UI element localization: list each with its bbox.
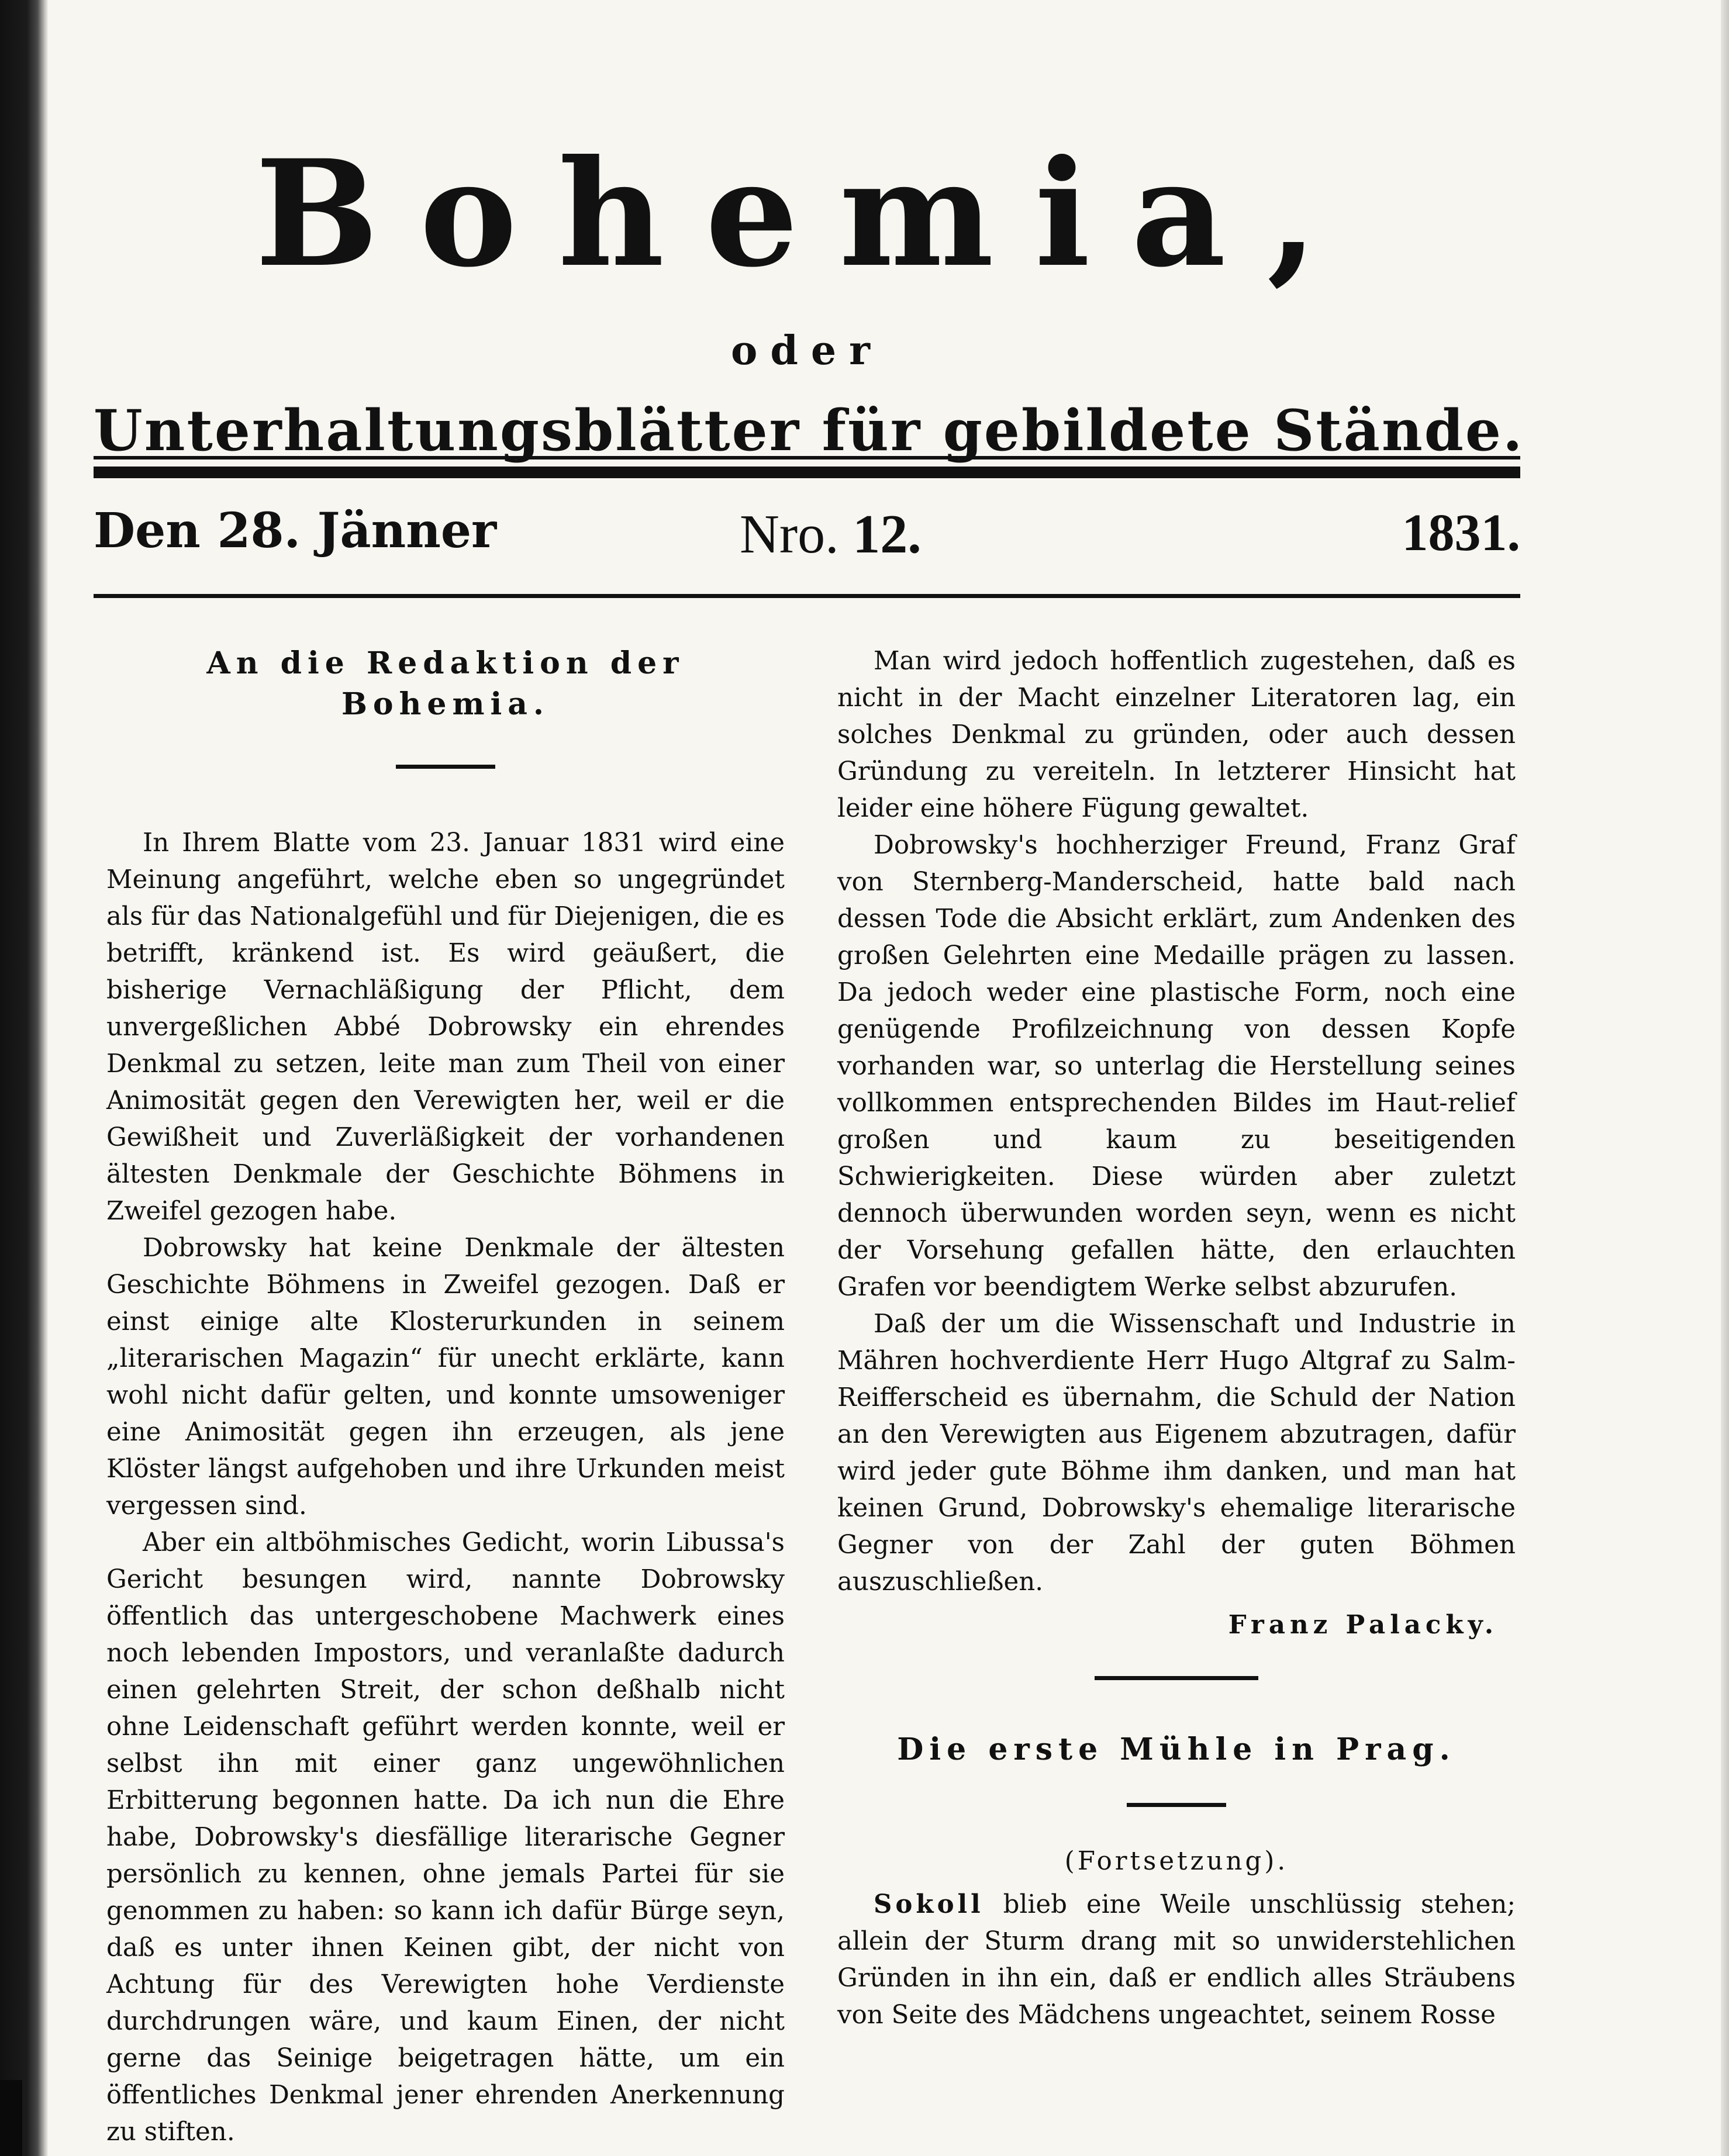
article-paragraph: Dobrowsky's hochherziger Freund, Franz Graf von Sternberg-Manderscheid, hatte bald nach dessen Tode die Absicht erklärt, zum Andenken des großen Gelehrten eine Medaille prägen zu lassen. Da jedoch weder eine plastische Form, noch eine genügende Profilzeichnung von dessen Kopfe vorhanden war, so unterlag die Herstellung seines vollkommen entsprechenden Bildes im Haut-relief großen und kaum zu beseitigenden Schwierigkeiten. Diese würden aber zuletzt dennoch überwunden worden seyn, wenn es nicht der Vorsehung gefallen hätte, den erlauchten Grafen vor beendigtem Werke selbst abzurufen. [837,831,1516,1302]
issue-date: Den 28. Jänner [94,503,497,559]
masthead-rule-top [94,456,1520,459]
issue-number-prefix: Nro. [740,504,839,565]
column-right [837,643,1516,2034]
article-paragraph [837,1886,1516,2034]
page-edge [1721,0,1729,2156]
article-paragraph: In Ihrem Blatte vom 23. Januar 1831 wird eine Meinung angeführt, welche eben so ungegründet als für das Nationalgefühl und für Diejenigen, die es betrifft, kränkend ist. Es wird geäußert, die bisherige Vernachläßigung der Pflicht, dem unvergeßlichen Abbé Dobrowsky ein ehrendes Denkmal zu setzen, leite man zum Theil von einer Animosität gegen den Verewigten her, weil er die Gewißheit und Zuverläßigkeit der vorhandenen ältesten Denkmale der Geschichte Böhmens in Zweifel gezogen habe. [106,828,785,1226]
page-content [94,105,1524,2147]
masthead-rule-bottom [94,467,1520,478]
issue-number [740,503,922,566]
author-signature: Franz Palacky. [1228,1610,1498,1640]
binding-corner [0,2080,22,2156]
dateline [94,503,1520,573]
section-divider [1095,1676,1258,1680]
masthead-title: Bohemia, [255,127,1359,299]
issue-number-value: 12. [853,504,922,565]
paragraph-text: blieb eine Weile unschlüssig stehen; allein der Sturm drang mit so unwiderstehlichen Gründen in ihn ein, daß er endlich alles Sträubens von Seite des Mädchens ungeachtet, seinem Rosse [837,1890,1516,2030]
masthead-subtitle: Unterhaltungsblätter für gebildete Stände. [94,398,1524,464]
headline-divider [396,765,495,769]
headline-divider [1127,1803,1226,1807]
lead-word: Sokoll [874,1889,984,1919]
issue-year: 1831. [1402,504,1520,562]
article-paragraph: Dobrowsky hat keine Denkmale der ältesten Geschichte Böhmens in Zweifel gezogen. Daß er einst einige alte Klosterurkunden in seinem „literarischen Magazin“ für unecht erklärte, kann wohl nicht dafür gelten, und konnte umsoweniger eine Animosität gegen ihn erzeugen, als jene Klöster längst aufgehoben und ihre Urkunden meist vergessen sind. [106,1234,785,1521]
article-paragraph: Man wird jedoch hoffentlich zugestehen, daß es nicht in der Macht einzelner Literatoren lag, ein solches Denkmal zu gründen, oder auch dessen Gründung zu vereiteln. In letzterer Hinsicht hat leider eine höhere Fügung gewaltet. [837,647,1516,823]
column-left [106,643,785,2151]
dateline-rule [94,594,1520,598]
masthead-oder: oder [731,327,883,374]
article-paragraph: Aber ein altböhmisches Gedicht, worin Libussa's Gericht besungen wird, nannte Dobrowsky öffentlich das untergeschobene Machwerk eines noch lebenden Impostors, und veranlaßte dadurch einen gelehrten Streit, der schon deßhalb nicht ohne Leidenschaft geführt werden konnte, weil er selbst ihn mit einer ganz ungewöhnlichen Erbitterung begonnen hatte. Da ich nun die Ehre habe, Dobrowsky's diesfällige literarische Gegner persönlich zu kennen, ohne jemals Partei für sie genommen zu haben: so kann ich dafür Bürge seyn, daß es unter ihnen Keinen gibt, der nicht von Achtung für des Verewigten hohe Verdienste durchdrungen wäre, und kaum Einen, der nicht gerne das Seinige beigetragen hätte, um ein öffentliches Denkmal jener ehrenden Anerkennung zu stiften. [106,1528,785,2147]
article-headline: An die Redaktion der Bohemia. [206,645,685,722]
book-spine-shadow [0,0,48,2156]
article-paragraph: Daß der um die Wissenschaft und Industrie in Mähren hochverdiente Herr Hugo Altgraf zu Salm-Reifferscheid es übernahm, die Schuld der Nation an den Verewigten aus Eigenem abzutragen, dafür wird jeder gute Böhme ihm danken, und man hat keinen Grund, Dobrowsky's ehemalige literarische Gegner von der Zahl der guten Böhmen auszuschließen. [837,1310,1516,1597]
article-headline: Die erste Mühle in Prag. [897,1732,1456,1767]
continuation-label: (Fortsetzung). [1064,1847,1289,1876]
